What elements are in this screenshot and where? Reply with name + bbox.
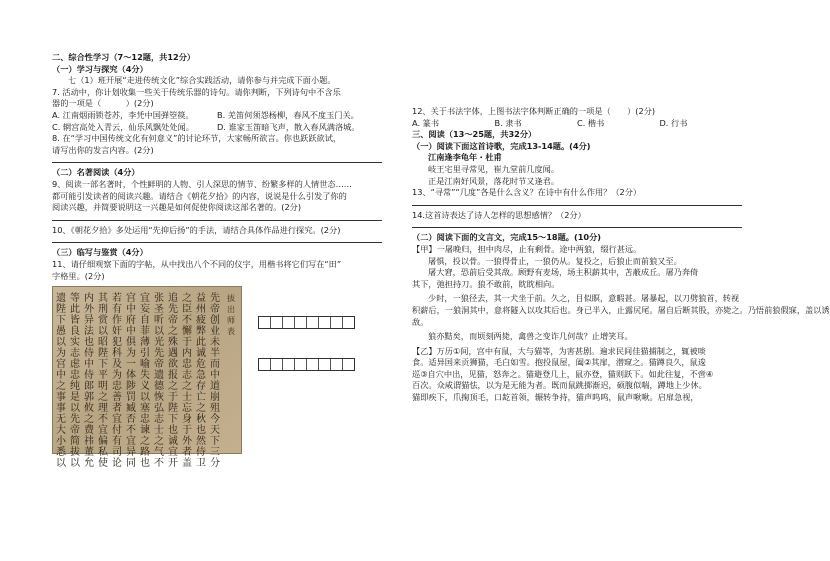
- calligraphy-column: 内外异法也侍中侍郎郭攸之费祎董允: [84, 293, 94, 470]
- calligraphy-caption: 拔出师表: [227, 294, 235, 337]
- calligraphy-area: [52, 286, 382, 470]
- passage-jia-para2: 屠惧，投以骨。一狼得骨止，一狼仍从。复投之，后狼止而前狼又至。: [428, 255, 682, 266]
- calligraphy-image: [52, 286, 242, 470]
- tian-cell[interactable]: [259, 359, 271, 370]
- q7-stem-line1: 7. 活动中，你计划收集一些关于传统乐器的诗句。请你判断，下列诗句中不含乐: [52, 86, 341, 97]
- q7-option-c[interactable]: C. 辋宫高处入青云，仙乐风飘处处闻。: [52, 121, 194, 132]
- calligraphy-column: 等此皆良实志虑忠纯是以先帝简拔以: [70, 293, 80, 470]
- q13-answer-line[interactable]: [412, 205, 742, 206]
- q7-stem-line2: 器的一项是（ ）(2分): [52, 98, 154, 109]
- q7-options-row2: [52, 122, 382, 134]
- calligraphy-column: 追先帝之殊遇欲报之于陛下也诚宜开: [168, 293, 178, 470]
- tian-cell[interactable]: [307, 359, 319, 370]
- q12-stem: 12、关于书法字体，上图书法字体判断正确的一项是（ ）(2分): [412, 106, 656, 116]
- q14-stem: 14.这首诗表达了诗人怎样的思想感情？（2分）: [412, 209, 586, 220]
- q8-stem-line1: 8. 在“学习中国传统文化有何意义”的讨论环节，大家畅所欲言。你也跃跃欲试，: [52, 133, 342, 144]
- subsection-calligraphy-header: （三）临写与鉴赏（4分）: [52, 247, 148, 258]
- passage-jia-para1: 【甲】一屠晚归，担中肉尽，止有剩骨。途中两狼，缀行甚远。: [412, 243, 642, 254]
- q9-stem-line2: 都可能引发读者的阅读兴趣。请结合《朝花夕拾》的内容，说说是什么引发了你的: [52, 190, 347, 201]
- tian-cell[interactable]: [343, 359, 354, 370]
- q11-stem-line1: 11、请仔细观察下面的字帖，从中找出八个不同的仪字，用楷书将它们写在“田”: [52, 258, 342, 269]
- passage-jia-para4: 少时，一狼径去，其一犬坐于前。久之，目似瞑，意暇甚。屠暴起，以刀劈狼首，转视: [428, 293, 740, 304]
- q12-options: [412, 118, 742, 130]
- q13-stem: 13、“寻常”“几度”各是什么含义？在诗中有什么作用？（2分）: [412, 187, 642, 198]
- tian-cell[interactable]: [319, 317, 331, 328]
- q8-answer-line[interactable]: [52, 162, 382, 163]
- passage-jia-para3-cont: 其下，弛担持刀。狼不敢前，眈眈相向。: [412, 278, 560, 289]
- tian-cell[interactable]: [343, 317, 354, 328]
- passage-yi-para1: 【乙】万历①间，宫中有鼠，大与猫等，为害甚剧。遍求民间佳猫捕制之，辄被啖: [412, 345, 706, 356]
- poem-line: 正是江南好风景，落花时节又逢君。: [428, 175, 560, 186]
- passage-yi-line3: 巡③自穴中出，见猫，怒奔之。猫避登几上，鼠亦登，猫则跃下。如此往复，不啻④: [412, 368, 714, 379]
- passage-jia-para3: 屠大窘，恐前后受其敌。顾野有麦场，场主积薪其中，苫蔽成丘。屠乃奔倚: [428, 267, 699, 278]
- q10-stem: 10、《朝花夕拾》多处运用“先抑后扬”的手法，请结合具体作品进行探究。(2分): [52, 224, 341, 235]
- tian-cell[interactable]: [319, 359, 331, 370]
- passage-yi-line4: 百次。众咸谓猫怯，以为是无能为者。既而鼠跳掷渐迟，硕腹似喘，蹲地上少休。: [412, 380, 707, 391]
- tian-cell[interactable]: [331, 359, 343, 370]
- tian-cell[interactable]: [283, 359, 295, 370]
- q12-option-b[interactable]: B. 隶书: [494, 117, 522, 128]
- calligraphy-column: 宫中府中俱为一体陟罚臧否不宜异同: [126, 293, 136, 470]
- calligraphy-column: 遗陛下愚以为宫中之事事无大小悉以: [56, 293, 66, 470]
- tian-cell[interactable]: [307, 317, 319, 328]
- tian-grid-row2[interactable]: [258, 358, 355, 371]
- tian-cell[interactable]: [283, 317, 295, 328]
- poem-line: 岐王宅里寻常见，崔九堂前几度闻。: [428, 163, 560, 174]
- q7-intro: 七（1）班开展“走进传统文化”综合实践活动，请你参与并完成下面小题。: [68, 75, 336, 86]
- passage-jia-para4-end: 敌。: [412, 316, 429, 327]
- subsection-classical-header: （二）阅读下面的文言文，完成15～18题。(10分): [412, 232, 602, 243]
- q9-stem-line3: 阅读兴趣，并简要说明这一兴趣是如何促使你阅读这部名著的。(2分): [52, 202, 302, 213]
- q7-option-b[interactable]: B. 羌笛何须怨杨柳，春风不度玉门关。: [217, 109, 359, 120]
- q7-option-d[interactable]: D. 谁家玉笛暗飞声，散入春风满洛城。: [217, 121, 360, 132]
- subsection-poem-header: （一）阅读下面这首诗歌，完成13-14题。(4分): [412, 140, 591, 151]
- poem-title: 江南逢李龟年・杜甫: [428, 152, 502, 163]
- q8-stem-line2: 请写出你的发言内容。(2分): [52, 144, 154, 155]
- q14-answer-line[interactable]: [412, 227, 742, 228]
- passage-jia-para4-cont: 积薪后，一狼洞其中，意将隧入以攻其后也。身已半入，止露尻尾。屠自后断其股，亦毙之。乃悟前狼假寐，盖以诱: [412, 304, 830, 315]
- calligraphy-column: 先帝创业未半而中道崩殂今天下三分: [210, 293, 220, 470]
- section2-header: 二、综合性学习（7～12题，共12分）: [52, 52, 196, 62]
- right-column: [412, 106, 830, 404]
- tian-grid-row1[interactable]: [258, 316, 355, 329]
- q12-option-a[interactable]: A. 篆书: [412, 117, 440, 128]
- tian-cell[interactable]: [331, 317, 343, 328]
- tian-cell[interactable]: [259, 317, 271, 328]
- passage-yi-line5: 猫即疾下，爪掬顶毛，口龁首领，辗转争持，猫声呜呜，鼠声啾啾。启扉急视，: [412, 392, 699, 403]
- q9-stem-line1: 9、阅读一部名著时，个性鲜明的人物、引人深思的情节、纷繁多样的人情世态……: [52, 178, 352, 189]
- tian-cell[interactable]: [295, 317, 307, 328]
- q10-answer-line[interactable]: [52, 242, 382, 243]
- subsection-classics-header: （二）名著阅读（4分）: [52, 167, 140, 178]
- q12-option-c[interactable]: C. 楷书: [577, 117, 605, 128]
- calligraphy-column: 宜妄自菲薄引喻失义以塞忠谏之路也: [140, 293, 150, 470]
- passage-jia-para5: 狼亦黠矣，而顷刻两毙，禽兽之变诈几何哉？止增笑耳。: [428, 331, 633, 342]
- tian-cell[interactable]: [271, 359, 283, 370]
- tian-cell[interactable]: [271, 317, 283, 328]
- left-column: [52, 52, 382, 470]
- q11-stem-line2: 字格里。(2分): [52, 270, 105, 281]
- tian-cell[interactable]: [295, 359, 307, 370]
- calligraphy-column: 若有作奸犯科及为忠善者宜付有司论: [112, 293, 122, 470]
- calligraphy-column: 张圣听以光先帝遗德恢弘志士之气不: [154, 293, 164, 470]
- subsection-study-header: （一）学习与探究（4分）: [52, 63, 148, 74]
- q9-answer-line[interactable]: [52, 220, 382, 221]
- q12-option-d[interactable]: D. 行书: [659, 117, 688, 128]
- calligraphy-column: 之臣不懈于内忠志之士忘身于外者盖: [182, 293, 192, 470]
- q7-option-a[interactable]: A. 江南烟雨锁苍苏，李凭中国弹箜篌。: [52, 109, 194, 120]
- section3-header: 三、阅读（13～25题，共32分）: [412, 129, 537, 140]
- q7-options-row1: [52, 110, 382, 122]
- calligraphy-column: 其刑赏以昭陛下平明之理不宜偏私使: [98, 293, 108, 470]
- passage-yi-line2: 食。适异国来贡狮猫，毛白如雪。抱投鼠屋，阖②其扉，潜窥之。猫蹲良久，鼠逡: [412, 357, 706, 368]
- calligraphy-column: 益州疲弊此诚危急存亡之秋也然侍卫: [196, 293, 206, 470]
